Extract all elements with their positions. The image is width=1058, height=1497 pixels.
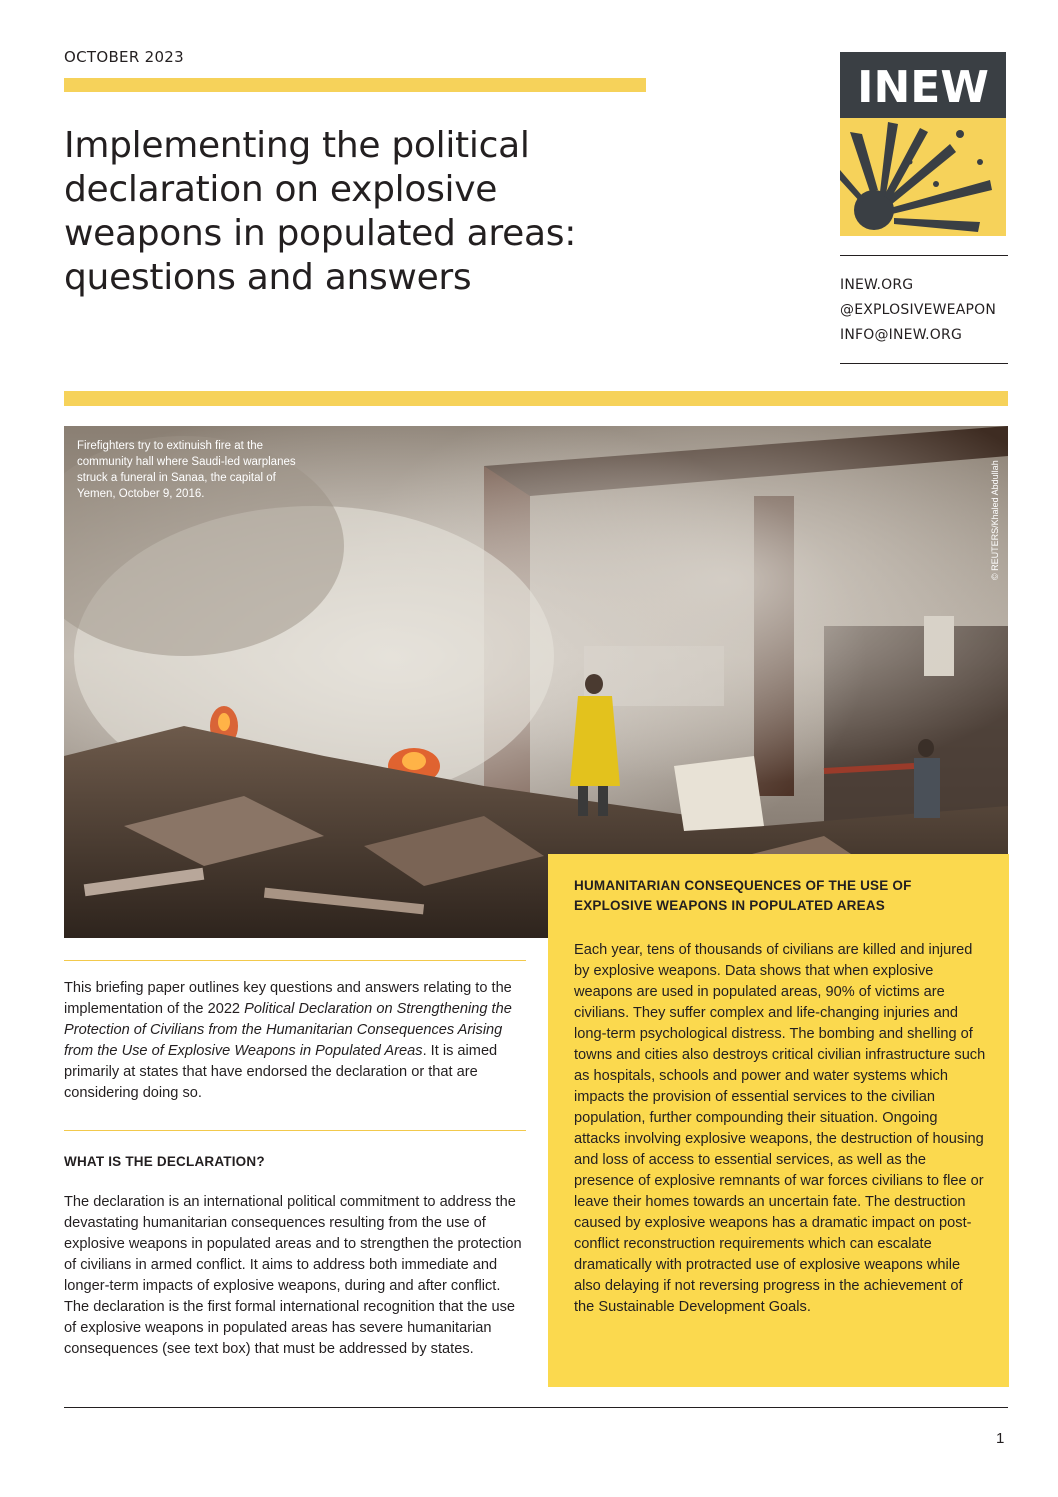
- logo-divider-top: [840, 255, 1008, 256]
- section-body: The declaration is an international political commitment to address the devastating humanitarian consequences resulting from the use of explosive weapons in populated areas and to strengthen the protection of civilians in armed conflict. It aims to address both immediate and longer-term impacts of explosive weapons, during and after conflict. The declaration is the first formal international recognition that the use of explosive weapons in populated areas has severe humanitarian consequences (see text box) that must be addressed by states.: [64, 1194, 522, 1357]
- intro-text-start: This briefing paper outlines key questions and answers relating to the implementation of the 2022: [64, 980, 512, 1017]
- inew-logo: [840, 52, 1006, 236]
- photo-credit-text: © REUTERS/Khaled Abdullah: [990, 460, 1000, 580]
- section-accent-bar: [64, 391, 1008, 406]
- email-link[interactable]: INFO@INEW.ORG: [840, 327, 963, 343]
- logo-text: INEW: [857, 62, 989, 113]
- intro-paragraph: [64, 978, 526, 1104]
- section-heading: WHAT IS THE DECLARATION?: [64, 1154, 265, 1169]
- logo-divider-bottom: [840, 363, 1008, 364]
- footer-rule: [64, 1407, 1008, 1408]
- photo-caption: Firefighters try to extinuish fire at the community hall where Saudi-led warplanes struck a funeral in Sanaa, the capital of Yemen, October 9, 2016.: [77, 440, 296, 500]
- intro-text-end: . It is aimed primarily at states that have endorsed the declaration or that are considering doing so.: [64, 1043, 498, 1101]
- intro-divider-bottom: [64, 1130, 526, 1131]
- declaration-title: Political Declaration on Strengthening the Protection of Civilians from the Humanitarian Consequences Arising from the Use of Explosive Weapons in Populated Areas: [64, 1001, 512, 1059]
- social-handle[interactable]: @EXPLOSIVEWEAPON: [840, 302, 997, 318]
- textbox-body: Each year, tens of thousands of civilians are killed and injured by explosive weapons. Data shows that when explosive weapons are used in populated areas, 90% of victims are civilians. They suffer complex and life-changing injuries and long-term psychological distress. The bombing and shelling of towns and cities also destroys critical civilian infrastructure such as hospitals, schools and power and water systems which impacts the provision of essential services to the civilian population, further compounding their situation. Ongoing attacks involving explosive weapons, the destruction of housing and loss of access to essential services, as well as the presence of explosive remnants of war forces civilians to flee or leave their homes towards an uncertain fate. The destruction caused by explosive weapons has a dramatic impact on post-conflict reconstruction requirements which can escalate dramatically with protracted use of explosive weapons while also delaying if not reversing progress in the achievement of the Sustainable Development Goals.: [574, 942, 986, 1315]
- page-number: 1: [996, 1430, 1005, 1447]
- photo-credit: [990, 430, 1006, 580]
- page-title: Implementing the political declaration on explosive weapons in populated areas: questions and answers: [64, 125, 577, 298]
- textbox-heading: HUMANITARIAN CONSEQUENCES OF THE USE OF EXPLOSIVE WEAPONS IN POPULATED AREAS: [574, 878, 912, 913]
- contact-block: [840, 273, 996, 348]
- intro-divider-top: [64, 960, 526, 961]
- header-accent-bar: [64, 78, 646, 92]
- report-date: OCTOBER 2023: [64, 48, 184, 66]
- inew-logo-graphic: [840, 52, 1006, 236]
- website-link[interactable]: INEW.ORG: [840, 277, 914, 293]
